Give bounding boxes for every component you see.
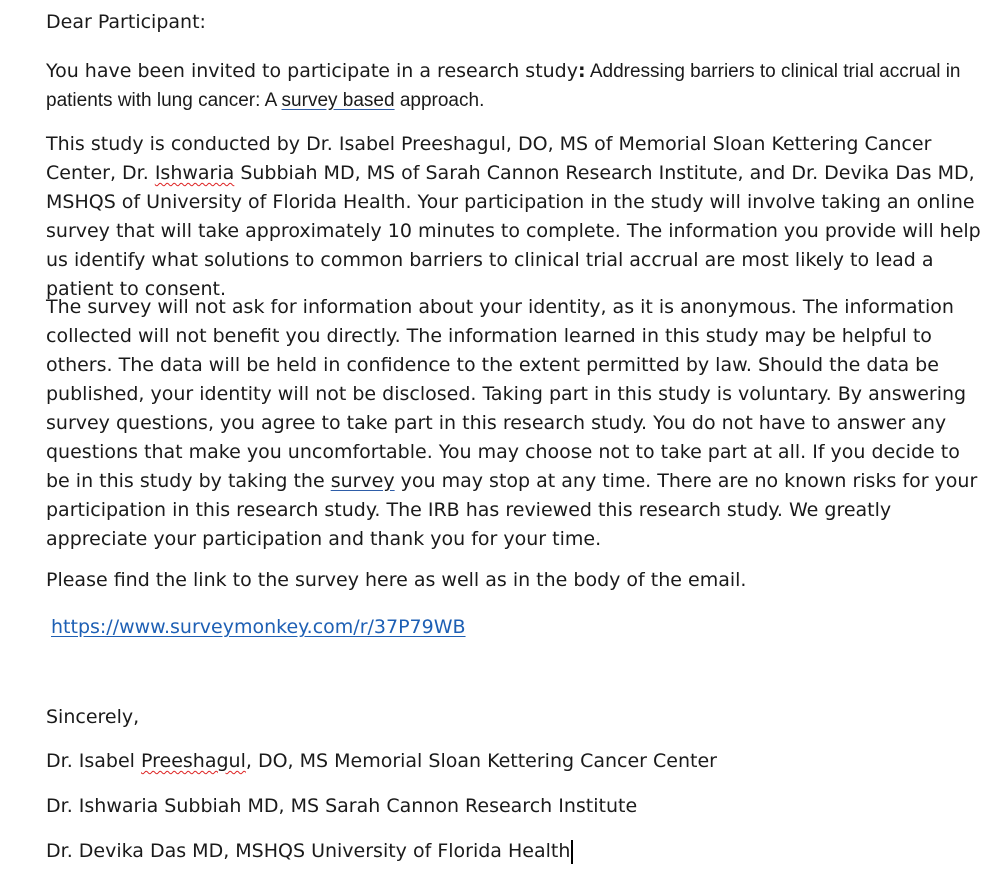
signature-3[interactable]: Dr. Devika Das MD, MSHQS University of Florida Health xyxy=(46,837,573,866)
survey-based-underline: survey based xyxy=(281,90,395,111)
survey-underline: survey xyxy=(330,470,395,492)
study-text-2: Subbiah MD, MS of Sarah Cannon Research Institute, and Dr. Devika Das MD, MSHQS of University of Florida Health. Your participation in the study will involve taking an online survey that will take approximately 10 minutes to complete. The information you provide will help us identify what solutions to common barriers to clinical trial accrual are most likely to lead a patient to consent. xyxy=(46,162,981,300)
intro-text-3: approach. xyxy=(394,90,485,111)
text-cursor xyxy=(571,840,573,864)
spellcheck-word-2: Preeshagul xyxy=(141,750,246,772)
study-text-1: This study is conducted by Dr. Isabel Preeshagul, DO, MS of Memorial Sloan Kettering Cancer Center, Dr. xyxy=(46,133,932,184)
intro-text-1: You have been invited to participate in a research study xyxy=(46,60,578,82)
anonymity-text-2: you may stop at any time. There are no known risks for your participation in this research study. The IRB has reviewed this research study. We greatly appreciate your participation and thank you for your time. xyxy=(46,470,978,550)
study-paragraph xyxy=(46,130,991,304)
link-intro: Please find the link to the survey here as well as in the body of the email. xyxy=(46,569,747,591)
signature-1: Dr. Isabel Preeshagul, DO, MS Memorial Sloan Kettering Cancer Center xyxy=(46,750,717,772)
salutation: Dear Participant: xyxy=(46,11,206,33)
survey-link[interactable]: https://www.surveymonkey.com/r/37P79WB xyxy=(51,616,466,638)
closing: Sincerely, xyxy=(46,706,140,728)
intro-colon: : xyxy=(578,60,586,82)
intro-text-2: Addressing barriers to clinical trial accrual in patients with lung cancer: A xyxy=(46,61,961,111)
anonymity-text-1: The survey will not ask for information about your identity, as it is anonymous. The information collected will not benefit you directly. The information learned in this study may be helpful to others. The data will be held in confidence to the extent permitted by law. Should the data be published, your identity will not be disclosed. Taking part in this study is voluntary. By answering survey questions, you agree to take part in this research study. You do not have to answer any questions that make you uncomfortable. You may choose not to take part at all. If you decide to be in this study by taking the xyxy=(46,296,967,492)
intro-paragraph xyxy=(46,57,976,115)
survey-link-line xyxy=(51,613,466,642)
signature-2: Dr. Ishwaria Subbiah MD, MS Sarah Cannon Research Institute xyxy=(46,795,638,817)
spellcheck-word: Ishwaria xyxy=(154,162,235,184)
anonymity-paragraph xyxy=(46,293,981,554)
